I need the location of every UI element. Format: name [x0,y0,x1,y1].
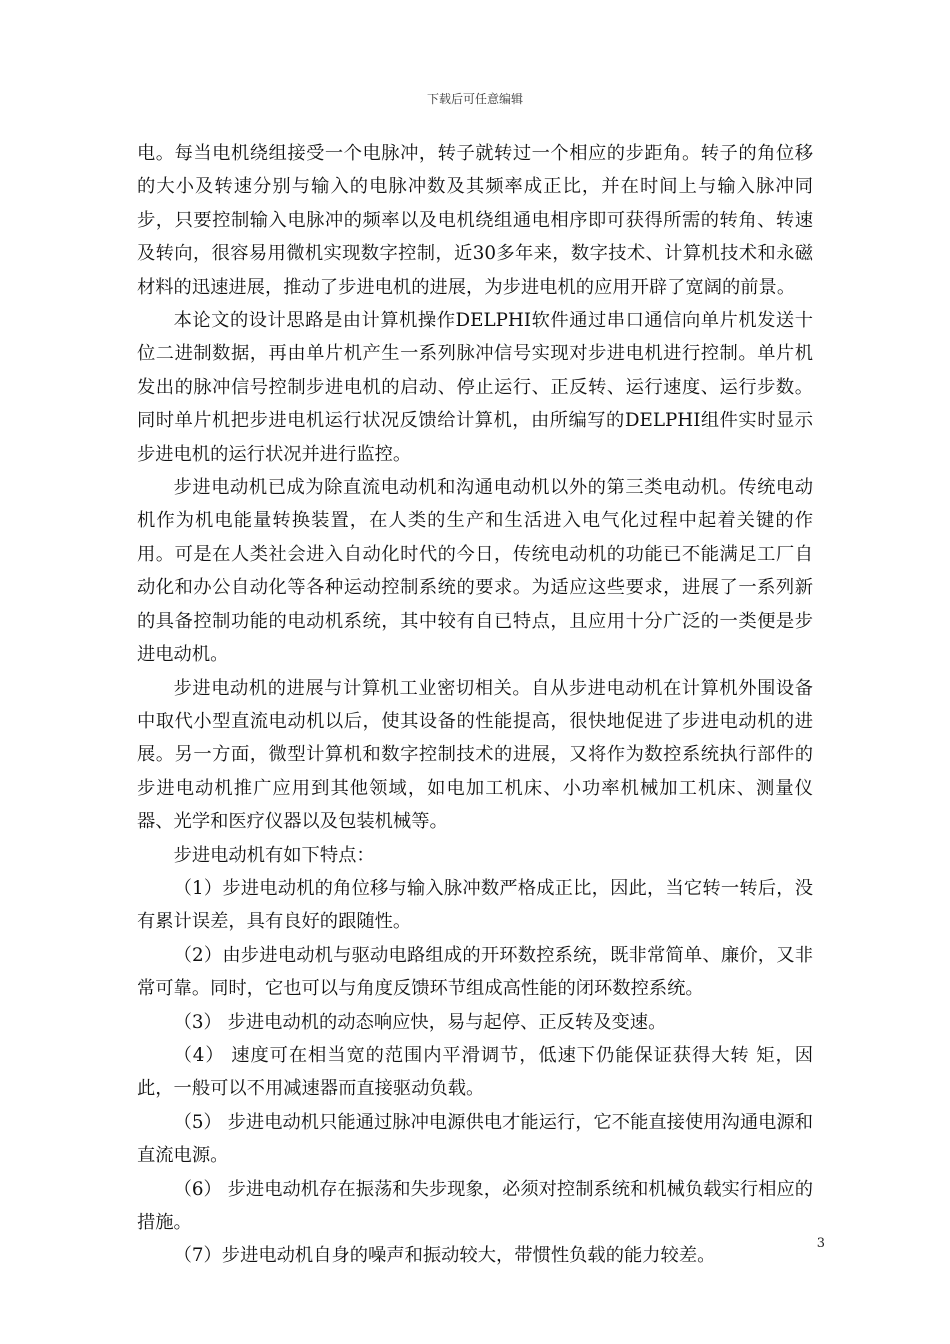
list-item-feature-5: （5） 步进电动机只能通过脉冲电源供电才能运行，它不能直接使用沟通电源和直流电源。 [137,1111,813,1167]
page-number: 3 [816,1236,825,1251]
list-item-feature-6: （6） 步进电动机存在振荡和失步现象，必须对控制系统和机械负载实行相应的措施。 [137,1178,813,1233]
paragraph-third-motor-class: 步进电动机已成为除直流电动机和沟通电动机以外的第三类电动机。传统电动机作为机电能量转换装置，在人类的生产和生活进入电气化过程中起着关键的作用。可是在人类社会进入自动化时代的今日，传统电动机的功能已不能满足工厂自动化和办公自动化等各种运动控制系统的要求。为适应这些要求，进展了一系列新的具备控制功能的电动机系统，其中较有自已特点，且应用十分广泛的一类便是步进电动机。 [137,477,813,666]
list-item-feature-1: （1）步进电动机的角位移与输入脉冲数严格成正比，因此，当它转一转后，没有累计误差，具有良好的跟随性。 [137,877,813,933]
page-header: 下载后可任意编辑 [426,92,523,106]
document-body [137,137,813,1273]
list-item-feature-4: （4） 速度可在相当宽的范围内平滑调节，低速下仍能保证获得大转 矩，因此，一般可以不用减速器而直接驱动负载。 [137,1044,813,1100]
paragraph-stepper-intro-continued: 电。每当电机绕组接受一个电脉冲，转子就转过一个相应的步距角。转子的角位移的大小及转速分别与输入的电脉冲数及其频率成正比，并在时间上与输入脉冲同步，只要控制输入电脉冲的频率以及电机绕组通电相序即可获得所需的转角、转速及转向，很容易用微机实现数字控制，近30多年来，数字技术、计算机技术和永磁材料的迅速进展，推动了步进电机的进展，为步进电机的应用开辟了宽阔的前景。 [137,143,813,298]
paragraph-development-history: 步进电动机的进展与计算机工业密切相关。自从步进电动机在计算机外围设备中取代小型直流电动机以后，使其设备的性能提高，很快地促进了步进电动机的进展。另一方面，微型计算机和数字控制技术的进展，又将作为数控系统执行部件的步进电动机推广应用到其他领域，如电加工机床、小功率机械加工机床、测量仪器、光学和医疗仪器以及包装机械等。 [137,677,813,833]
paragraph-features-heading: 步进电动机有如下特点： [173,844,375,866]
list-item-feature-2: （2）由步进电动机与驱动电路组成的开环数控系统，既非常简单、廉价，又非常可靠。同时，它也可以与角度反馈环节组成高性能的闭环数控系统。 [137,944,813,1000]
paragraph-design-idea: 本论文的设计思路是由计算机操作DELPHI软件通过串口通信向单片机发送十位二进制数据，再由单片机产生一系列脉冲信号实现对步进电机进行控制。单片机发出的脉冲信号控制步进电机的启动、停止运行、正反转、运行速度、运行步数。同时单片机把步进电机运行状况反馈给计算机，由所编写的DELPHI组件实时显示步进电机的运行状况并进行监控。 [137,310,813,465]
list-item-feature-3: （3） 步进电动机的动态响应快，易与起停、正反转及变速。 [173,1011,667,1033]
list-item-feature-7: （7）步进电动机自身的噪声和振动较大，带惯性负载的能力较差。 [173,1245,716,1267]
